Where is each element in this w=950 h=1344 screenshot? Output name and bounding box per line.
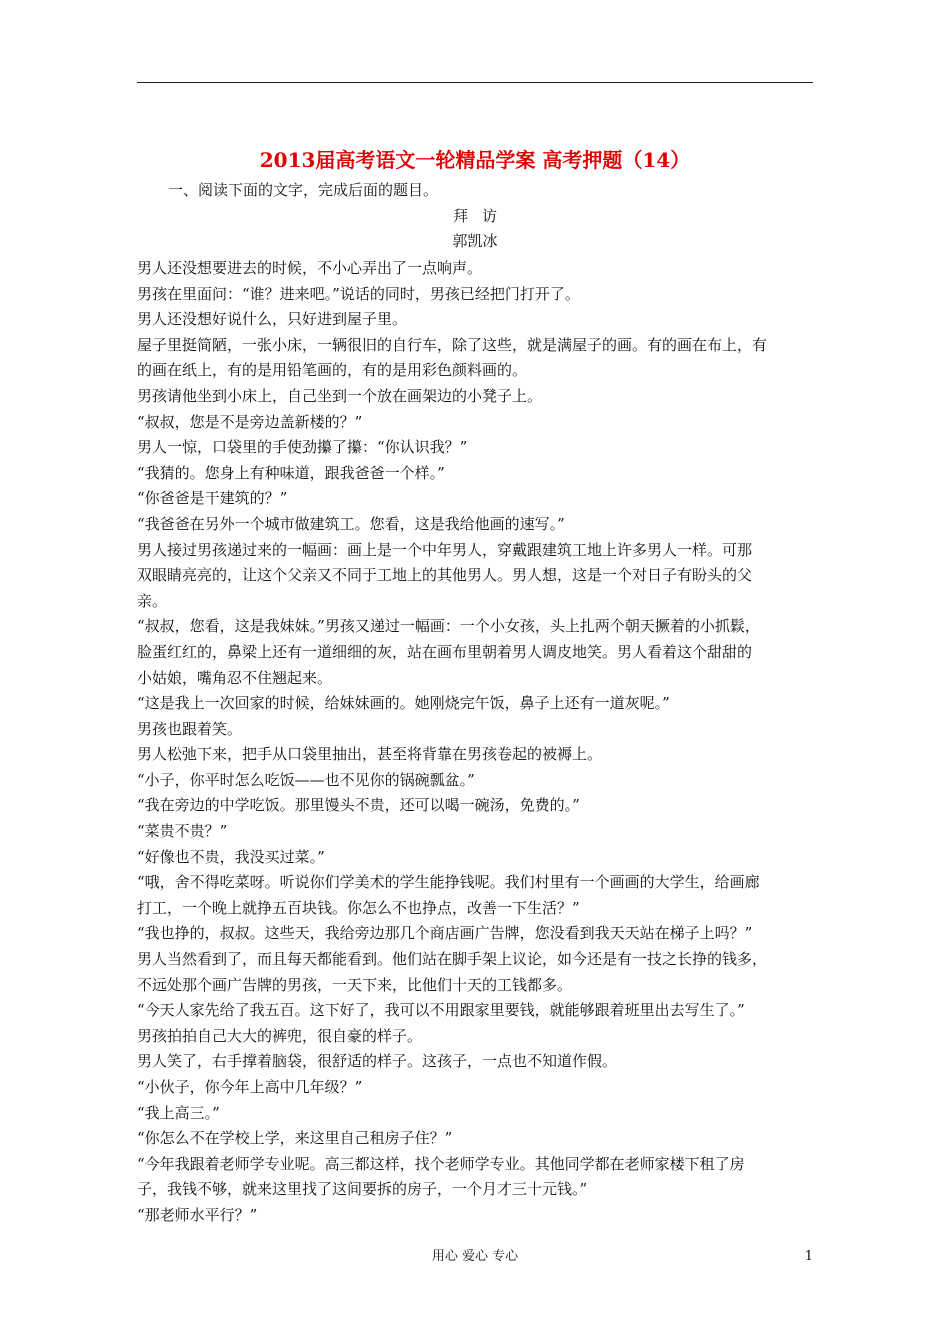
story-line: “好像也不贵，我没买过菜。” (137, 847, 325, 866)
story-line: 打工，一个晚上就挣五百块钱。你怎么不也挣点，改善一下生活？” (137, 898, 580, 917)
story-line: “哦，舍不得吃菜呀。听说你们学美术的学生能挣钱呢。我们村里有一个画画的大学生，给画廊 (137, 873, 760, 892)
story-line: “你怎么不在学校上学，来这里自己租房子住？” (137, 1129, 453, 1148)
story-line: “我上高三。” (137, 1103, 220, 1122)
story-line: 男孩拍拍自己大大的裤兜，很自豪的样子。 (137, 1026, 423, 1045)
story-line: 男人接过男孩递过来的一幅画：画上是一个中年男人，穿戴跟建筑工地上许多男人一样。可那 (137, 540, 753, 559)
story-line: “那老师水平行？” (137, 1205, 258, 1224)
story-line: “叔叔，您看，这是我妹妹。”男孩又递过一幅画：一个小女孩，头上扎两个朝天撅着的小抓鬏， (137, 617, 760, 636)
story-line: “我在旁边的中学吃饭。那里馒头不贵，还可以喝一碗汤，免费的。” (137, 796, 580, 815)
story-line: 屋子里挺简陋，一张小床，一辆很旧的自行车，除了这些，就是满屋子的画。有的画在布上，有 (137, 335, 768, 354)
story-line: 男人还没想要进去的时候，不小心弄出了一点响声。 (137, 259, 483, 277)
story-line: 亲。 (137, 591, 168, 610)
page-number: 1 (804, 1249, 813, 1264)
story-line: “今天人家先给了我五百。这下好了，我可以不用跟家里要钱，就能够跟着班里出去写生了。” (137, 1001, 745, 1020)
story-line: 男人当然看到了，而且每天都能看到。他们站在脚手架上议论，如今还是有一技之长挣的钱多， (137, 950, 768, 969)
story-line: “我爸爸在另外一个城市做建筑工。您看，这是我给他画的速写。” (137, 514, 565, 533)
story-line: 男人笑了，右手撑着脑袋，很舒适的样子。这孩子，一点也不知道作假。 (137, 1052, 618, 1071)
story-line: 的画在纸上，有的是用铅笔画的，有的是用彩色颜料画的。 (137, 361, 528, 380)
story-line: “菜贵不贵？” (137, 822, 228, 841)
story-line: “这是我上一次回家的时候，给妹妹画的。她刚烧完午饭，鼻子上还有一道灰呢。” (137, 694, 670, 713)
story-line: 男孩也跟着笑。 (137, 719, 243, 738)
story-line: 不远处那个画广告牌的男孩，一天下来，比他们十天的工钱都多。 (137, 975, 573, 994)
story-line: “今年我跟着老师学专业呢。高三都这样，找个老师学专业。其他同学都在老师家楼下租了房 (137, 1154, 745, 1173)
footer-slogan: 用心 爱心 专心 (431, 1249, 519, 1264)
story-line: “叔叔，您是不是旁边盖新楼的？” (137, 412, 363, 431)
story-line: “你爸爸是干建筑的？” (137, 489, 288, 508)
header-rule (137, 82, 813, 83)
story-author: 郭凯冰 (452, 232, 498, 250)
document-title: 2013届高考语文一轮精品学案 高考押题（14） (259, 148, 691, 172)
story-title: 拜访 (452, 207, 511, 225)
story-line: 脸蛋红红的，鼻梁上还有一道细细的灰，站在画布里朝着男人调皮地笑。男人看着这个甜甜的 (137, 642, 753, 661)
story-line: 男人一惊，口袋里的手使劲攥了攥：“你认识我？” (137, 438, 468, 457)
story-line: 子，我钱不够，就来这里找了这间要拆的房子，一个月才三十元钱。” (137, 1180, 588, 1199)
story-line: 男孩在里面问：“谁？进来吧。”说话的同时，男孩已经把门打开了。 (137, 284, 580, 303)
story-line: 小姑娘，嘴角忍不住翘起来。 (137, 668, 333, 687)
story-body (137, 256, 815, 1229)
story-line: “我猜的。您身上有种味道，跟我爸爸一个样。” (137, 463, 445, 482)
story-line: 双眼睛亮亮的，让这个父亲又不同于工地上的其他男人。男人想，这是一个对日子有盼头的父 (137, 566, 753, 585)
story-line: “我也挣的，叔叔。这些天，我给旁边那几个商店画广告牌，您没看到我天天站在梯子上吗？” (137, 924, 753, 943)
question-instruction: 一、阅读下面的文字，完成后面的题目。 (168, 181, 439, 199)
story-line: “小子，你平时怎么吃饭——也不见你的锅碗瓢盆。” (137, 770, 475, 789)
story-line: “小伙子，你今年上高中几年级？” (137, 1078, 363, 1096)
story-line: 男人还没想好说什么，只好进到屋子里。 (137, 310, 408, 329)
story-line: 男人松弛下来，把手从口袋里抽出，甚至将背靠在男孩卷起的被褥上。 (137, 745, 603, 764)
story-line: 男孩请他坐到小床上，自己坐到一个放在画架边的小凳子上。 (137, 386, 543, 405)
